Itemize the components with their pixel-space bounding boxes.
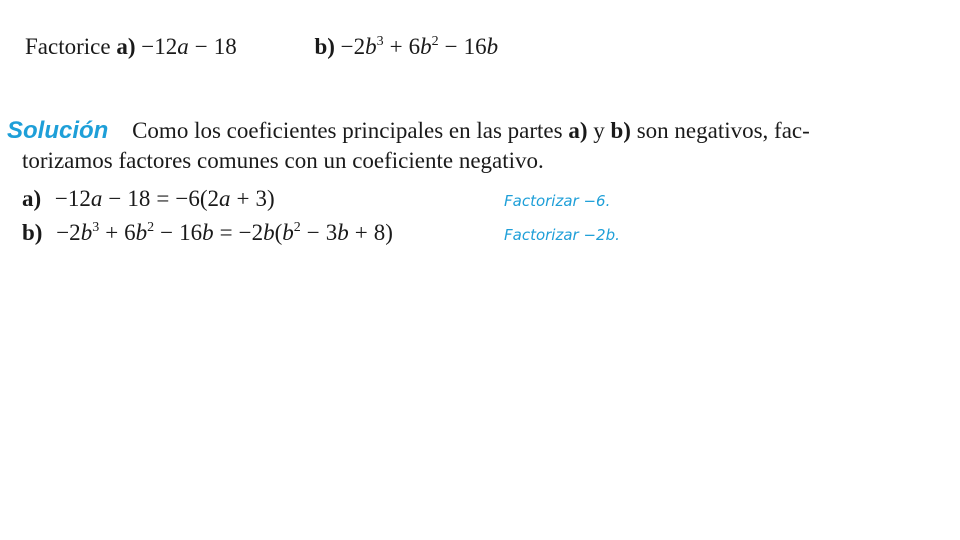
solution-line-2: torizamos factores comunes con un coeficiente negativo. [22, 148, 544, 173]
part-a-expression: −12a − 18 [141, 34, 237, 59]
solution-text [7, 116, 887, 176]
solution-heading: Solución [7, 117, 109, 144]
part-a-label: a) [116, 34, 136, 59]
step-b-label: b) [22, 220, 43, 245]
solution-steps [22, 186, 922, 254]
part-b-expression: $-2b^3 + 6b^2 - 16b$ [340, 34, 499, 59]
step-b-expression: $-2b^3 + 6b^2 - 16b = -2b(b^2 - 3b + 8)$ [56, 220, 393, 245]
step-a-note: Factorizar −6. [504, 192, 611, 210]
problem-statement [25, 34, 498, 60]
step-a-expression: −12a − 18 = −6(2a + 3) [54, 186, 275, 211]
step-a [22, 186, 922, 220]
step-b-note: Factorizar −2b. [504, 226, 620, 244]
solution-line-1: Solución Como los coeficientes principales en las partes a) y b) son negativos, fac- [7, 117, 810, 144]
part-b-label: b) [314, 34, 335, 59]
step-a-label: a) [22, 186, 42, 211]
problem-prefix: Factorice [25, 34, 111, 59]
step-b [22, 220, 922, 254]
